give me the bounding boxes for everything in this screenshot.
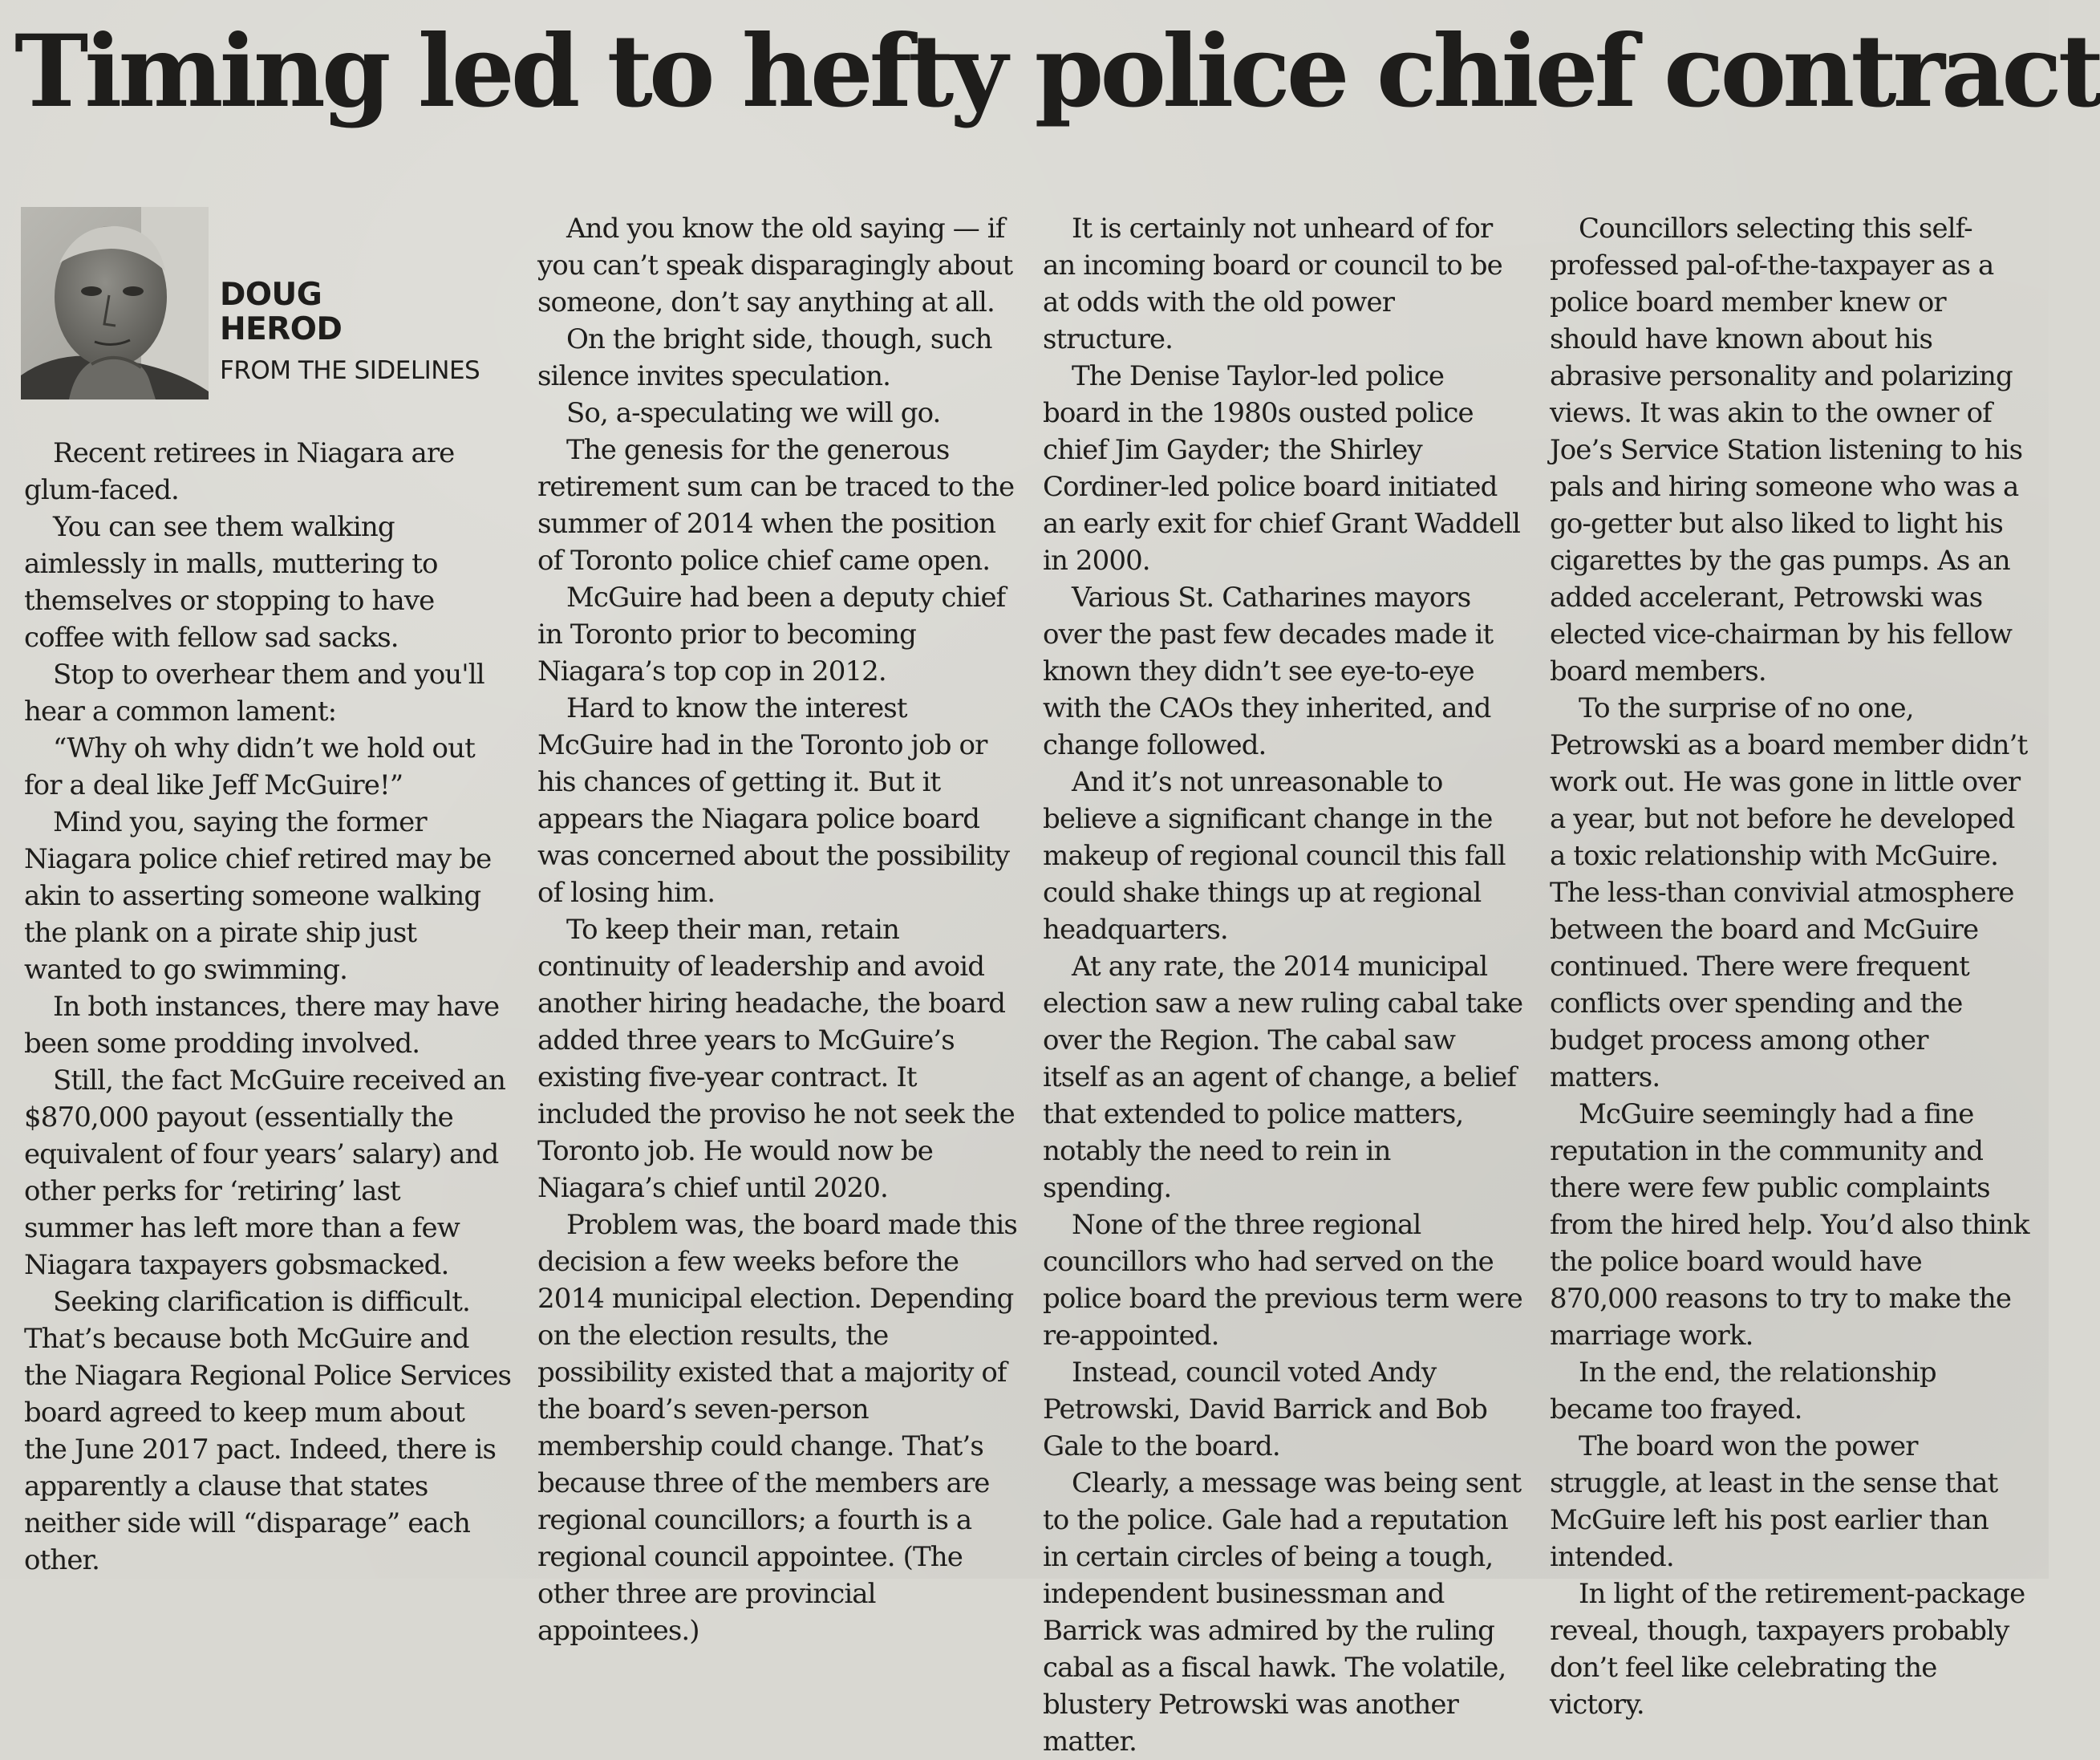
paragraph: Instead, council voted Andy Petrowski, David Barrick and Bob Gale to the board. <box>1043 1356 1487 1462</box>
paragraph: Stop to overhear them and you'll hear a common lament: <box>24 659 484 728</box>
paragraph: And it’s not unreasonable to believe a significant change in the makeup of regional council this fall could shake things up at regional headquarters. <box>1043 766 1506 946</box>
paragraph: Various St. Catharines mayors over the past few decades made it known they didn’t see eye-to-eye with the CAOs they inherited, and change followed. <box>1043 582 1494 761</box>
paragraph: Mind you, saying the former Niagara police chief retired may be akin to asserting someone walking the plank on a pirate ship just wanted to go swimming. <box>24 806 492 986</box>
paragraph: In the end, the relationship became too frayed. <box>1550 1356 1936 1425</box>
paragraph: Hard to know the interest McGuire had in the Toronto job or his chances of getting it. But it appears the Niagara police board was concerned about the possibility of losing him. <box>537 692 1010 909</box>
author-first-name: DOUG <box>220 277 322 313</box>
paragraph: “Why oh why didn’t we hold out for a deal like Jeff McGuire!” <box>24 732 475 801</box>
paragraph: In light of the retirement-package reveal, though, taxpayers probably don’t feel like celebrating the victory. <box>1550 1578 2025 1721</box>
paragraph: To keep their man, retain continuity of leadership and avoid another hiring headache, the board added three years to McGuire’s existing five-year contract. It included the proviso he not seek the Toronto job. He would now be Niagara’s chief until 2020. <box>537 914 1015 1204</box>
paragraph: It is certainly not unheard of for an incoming board or council to be at odds with the old power structure. <box>1043 213 1502 355</box>
headline: Timing led to hefty police chief contract <box>14 14 2100 130</box>
paragraph: Still, the fact McGuire received an $870,000 payout (essentially the equivalent of four years’ salary) and other perks for ‘retiring’ last summer has left more than a few Niagara taxpayers gobsmacked. <box>24 1065 505 1281</box>
paragraph: In both instances, there may have been some prodding involved. <box>24 991 500 1060</box>
author-last-name: HEROD <box>220 311 343 347</box>
byline <box>21 207 526 399</box>
paragraph: The genesis for the generous retirement sum can be traced to the summer of 2014 when the position of Toronto police chief came open. <box>537 434 1015 577</box>
column-name: FROM THE SIDELINES <box>220 356 480 385</box>
author-photo <box>21 207 209 399</box>
paragraph: Seeking clarification is difficult. That’s because both McGuire and the Niagara Regional Police Services board agreed to keep mum about the June 2017 pact. Indeed, there is apparently a clause that states neither side will “disparage” each other. <box>24 1286 512 1576</box>
paragraph: The Denise Taylor-led police board in the 1980s ousted police chief Jim Gayder; the Shirley Cordiner-led police board initiated an early exit for chief Grant Waddell in 2000. <box>1043 360 1521 577</box>
paragraph: Councillors selecting this self-professed pal-of-the-taxpayer as a police board member knew or should have known about his abrasive personality and polarizing views. It was akin to the owner of Joe’s Service Station listening to his pals and hiring someone who was a go-getter but also liked to light his cigarettes by the gas pumps. As an added accelerant, Petrowski was elected vice-chairman by his fellow board members. <box>1550 213 2023 687</box>
paragraph: So, a-speculating we will go. <box>566 397 941 429</box>
paragraph: Problem was, the board made this decision a few weeks before the 2014 municipal election. Depending on the election results, the possibility existed that a majority of the board’s seven-person membership could change. That’s because three of the members are regional councillors; a fourth is a regional council appointee. (The other three are provincial appointees.) <box>537 1209 1017 1647</box>
article-column-4 <box>1550 210 2031 1721</box>
author-name <box>220 278 342 347</box>
paragraph: At any rate, the 2014 municipal election saw a new ruling cabal take over the Region. The cabal saw itself as an agent of change, a belief that extended to police matters, notably the need to rein in spending. <box>1043 951 1523 1204</box>
paragraph: On the bright side, though, such silence invites speculation. <box>537 323 992 392</box>
paragraph: Recent retirees in Niagara are glum-faced. <box>24 437 455 506</box>
paragraph: None of the three regional councillors who had served on the police board the previous term were re-appointed. <box>1043 1209 1522 1352</box>
paragraph: Clearly, a message was being sent to the police. Gale had a reputation in certain circles of being a tough, independent businessman and Barrick was admired by the ruling cabal as a fiscal hawk. The volatile, blustery Petrowski was another matter. <box>1043 1467 1522 1758</box>
article-column-3 <box>1043 210 1524 1758</box>
paragraph: McGuire had been a deputy chief in Toronto prior to becoming Niagara’s top cop in 2012. <box>537 582 1006 687</box>
paragraph: To the surprise of no one, Petrowski as a board member didn’t work out. He was gone in little over a year, but not before he developed a toxic relationship with McGuire. The less-than convivial atmosphere between the board and McGuire continued. There were frequent conflicts over spending and the budget process among other matters. <box>1550 692 2028 1093</box>
paragraph: You can see them walking aimlessly in malls, muttering to themselves or stopping to have coffee with fellow sad sacks. <box>24 511 438 654</box>
article-column-1 <box>24 435 513 1576</box>
paragraph: McGuire seemingly had a fine reputation in the community and there were few public complaints from the hired help. You’d also think the police board would have 870,000 reasons to try to make the marriage work. <box>1550 1098 2029 1352</box>
article-column-2 <box>537 210 1019 1647</box>
paragraph: The board won the power struggle, at least in the sense that McGuire left his post earlier than intended. <box>1550 1430 1998 1573</box>
paragraph: And you know the old saying — if you can’t speak disparagingly about someone, don’t say anything at all. <box>537 213 1013 318</box>
